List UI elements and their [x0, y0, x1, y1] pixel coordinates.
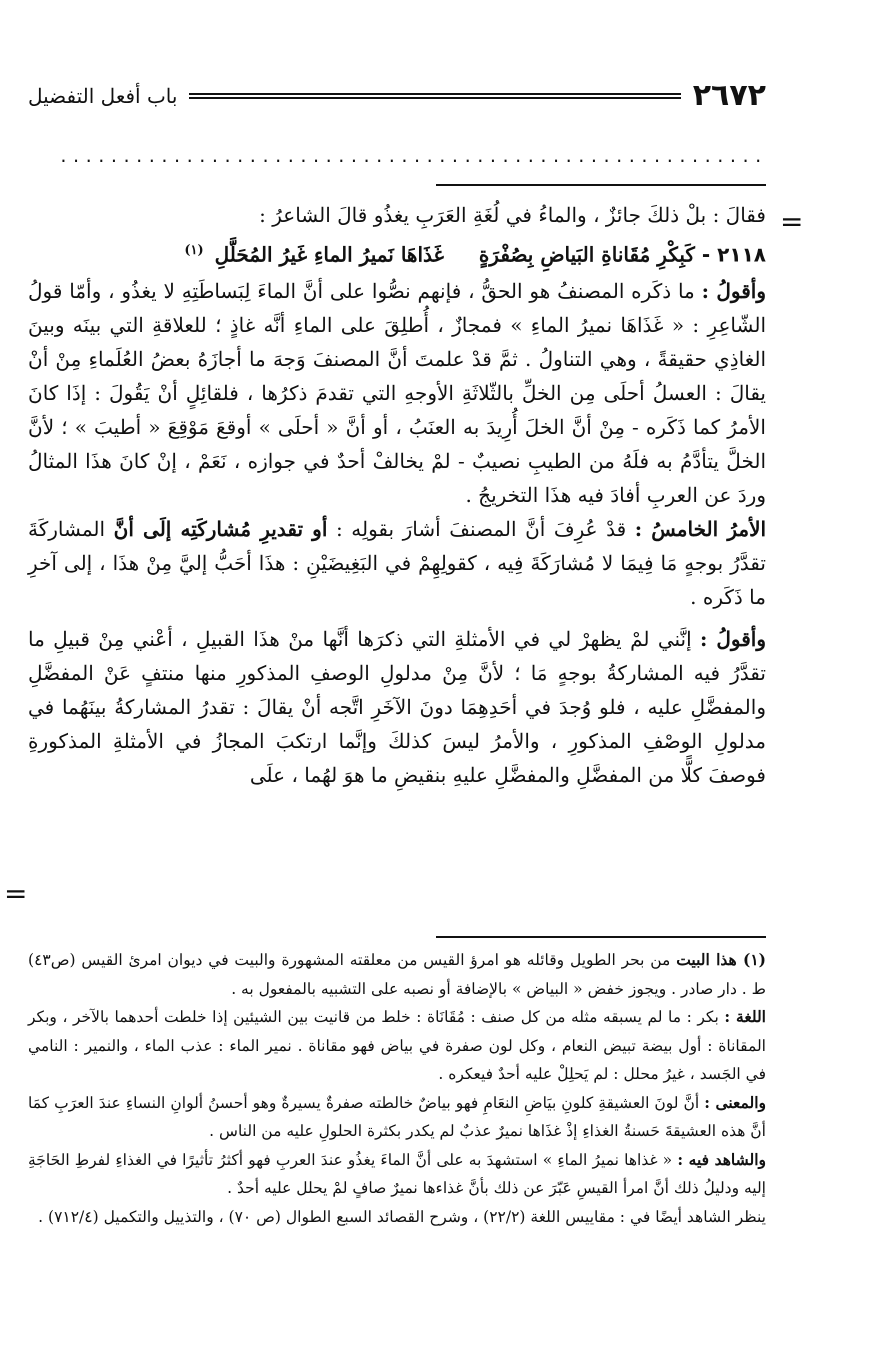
- dotted-separator: ........................................................: [58, 148, 766, 166]
- footnotes: [28, 946, 766, 1231]
- paragraph-1: [28, 274, 766, 512]
- footnote-1-text: من بحر الطويل وقائله هو امرؤ القيس من معلقته المشهورة والبيت في ديوان امرئ القيس (ص٤٣) ط . دار صادر . ويجوز خفض « البياض » بالإضافة أو نصبه على التشبيه بالمفعول به .: [28, 951, 766, 998]
- paragraph-3-lead: وأقولُ :: [700, 626, 767, 651]
- continuation-mark-bottom: =: [4, 877, 28, 910]
- paragraph-2-bold-quote: أو تقديرِ مُشاركَتِه إلَى أنَّ: [113, 516, 328, 541]
- footnote-language-text: بكر : ما لم يسبقه مثله من كل صنف : مُقَانَاة : خلط من قانيت بين الشيئين إذا خلطت أحدهما بالآخر ، وبكر المقاناة : أول بيضة تبيض النعام ، وكل لون صفرة في بياض فهو مقاناة . نمير الماء : عذب الماء ، والنمير : النامي في الجَسد ، غيرُ محلل : لم يَحلِلْ عليه أحدٌ فيعكره .: [28, 1008, 766, 1083]
- paragraph-2: [28, 512, 766, 614]
- footnote-references: ينظر الشاهد أيضًا في : مقاييس اللغة (٢٢/٢) ، وشرح القصائد السبع الطوال (ص ٧٠) ، والتذييل والتكميل (٧١٢/٤) .: [38, 1207, 766, 1226]
- intro-line: فقالَ : بلْ ذلكَ جائزٌ ، والماءُ في لُغَةِ العَرَبِ يغذُو قالَ الشاعرُ :: [259, 203, 766, 227]
- paragraph-2-lead: الأمرُ الخامسُ :: [634, 516, 767, 541]
- continuation-mark-top: =: [780, 205, 804, 238]
- verse-first-hemistich: كَبِكْرِ مُقَاناةِ البَياضِ بِصُفْرَةٍ: [478, 242, 695, 267]
- footnote-1: [28, 946, 766, 1003]
- paragraph-1-text: ما ذكَره المصنفُ هو الحقُّ ، فإنهم نصُّوا على أنَّ الماءَ لِبَساطَتِهِ لا يغذُو ، وأمّا قولُ الشّاعِرِ : « غَذَاهَا نميرُ الماءِ » فمجازٌ ، أُطلِقَ على الماءِ أنَّه غاذٍ ؛ للعلاقةِ التي بينَه وبينَ الغاذِي حقيقةً ، وهي التناولُ . ثمَّ قدْ علمتَ أنَّ المصنفَ وَجهَ ما أجازَهُ بعضُ العُلَماءِ مِنْ أنْ يقالَ : العسلُ أحلَى مِن الخلِّ بالثّلاثَةِ الأوجهِ التي تقدمَ ذكرُها ، فلقائِلٍ أنْ يَقُولَ : إذَا كانَ الأمرُ كما ذَكَره - مِنْ أنَّ الخلَ أُرِيدَ به العنَبُ ، أو أنَّ « أحلَى » أوقعَ مَوْقِعَ « أطيبَ » ؛ لأنَّ الخلَّ يتأدَّمُ به فلَهُ من الطيبِ نصيبٌ - لمْ يخالفْ أحدٌ في جوازه ، نَعَمْ ، إنْ كانَ هذَا المثالُ وردَ عن العربِ أفادَ فيه هذَا التخريجُ .: [28, 278, 766, 507]
- paragraph-2-text-b: المشاركَةَ تقدَّرُ بوجهٍ مَا فِيمَا لا مُشارَكَةَ فِيه ، كقولِهِمْ في البَغِيضَيْنِ : هذَا أحَبُّ إليَّ مِنْ هذَا ، إلى آخرِ ما ذَكَره .: [28, 516, 766, 609]
- page-header: [28, 78, 766, 114]
- chapter-title: باب أفعل التفضيل: [28, 84, 178, 108]
- footnote-meaning-lead: والمعنى :: [704, 1092, 766, 1112]
- verse-second-hemistich: غَذَاهَا نَميرُ الماءِ غَيرُ المُحَلَّلِ: [214, 242, 444, 267]
- footnote-rule: [436, 936, 766, 938]
- poem-verse: [28, 234, 766, 272]
- footnote-language: [28, 1003, 766, 1089]
- header-double-rule: [189, 93, 680, 99]
- main-text: [28, 198, 766, 792]
- footnote-meaning-text: أنَّ لونَ العشيقةِ كلونِ بيَاضِ النعَامِ فهو بياضٌ خالطته صفرةٌ يسيرةٌ وهو أحسنُ ألوانِ النساءِ عندَ العرَبِ كمَا أنَّ هذه العشيقةَ حَسنةُ الغذاءِ إذْ غذَاها نميرٌ عذبٌ لم يكدر بكثرة الحلولِ عليه من الناس .: [28, 1093, 766, 1140]
- paragraph-3: [28, 622, 766, 792]
- top-rule: [436, 184, 766, 186]
- footnote-meaning: [28, 1089, 766, 1146]
- footnote-evidence-text: « غذاها نميرُ الماءِ » استشهدَ به على أنَّ الماءَ يغذُو عندَ العربِ فهو أكثرُ تأثيرًا في الغذاءِ لفرطِ الحَاجَةِ إليه ودليلُ ذلك أنَّ امرأ القيسِ عَبّرَ عن ذلك بأنَّ غذاءها نميرٌ صافٍ لمْ يحلل عليه أحدٌ .: [28, 1150, 766, 1197]
- footnote-evidence-lead: والشاهد فيه :: [677, 1149, 766, 1169]
- paragraph-gap: [28, 614, 766, 622]
- footnote-1-lead: (١) هذا البيت: [676, 950, 766, 969]
- verse-number: ٢١١٨ -: [701, 242, 766, 267]
- paragraph-3-text: إنَّني لمْ يظهرْ لي في الأمثلةِ التي ذكرَها أنَّها منْ هذَا القبيلِ ، أعْني مِنْ قبيلِ ما تقدَّرُ فيه المشاركةُ بوجهٍ مَا ؛ لأنَّ مِنْ مدلولِ الوصفِ المذكورِ منها منتفٍ عَنْ المفضَّلِ والمفضَّلِ عليه ، فلو وُجدَ في أحَدِهِمَا دونَ الآخَرِ اتَّجه أنْ يقالَ : تقدرُ المشاركةُ بينَهُما في مدلولِ الوصْفِ المذكورِ ، والأمرُ ليسَ كذلكَ وإنَّما ارتكبَ المجازُ في الأمثلةِ المذكورةِ فوصفَ كلًّا من المفضَّلِ والمفضَّلِ عليهِ بنقيضِ ما هوَ لهُما ، علَى: [28, 626, 766, 787]
- footnote-language-lead: اللغة :: [724, 1007, 766, 1026]
- paragraph-1-lead: وأقولُ :: [701, 278, 767, 303]
- footnote-evidence: [28, 1146, 766, 1203]
- paragraph-2-text-a: قدْ عُرِفَ أنَّ المصنفَ أشارَ بقولِه :: [335, 516, 627, 541]
- footnote-reference: (١): [184, 243, 204, 258]
- page-number: ٢٦٧٢: [692, 78, 766, 113]
